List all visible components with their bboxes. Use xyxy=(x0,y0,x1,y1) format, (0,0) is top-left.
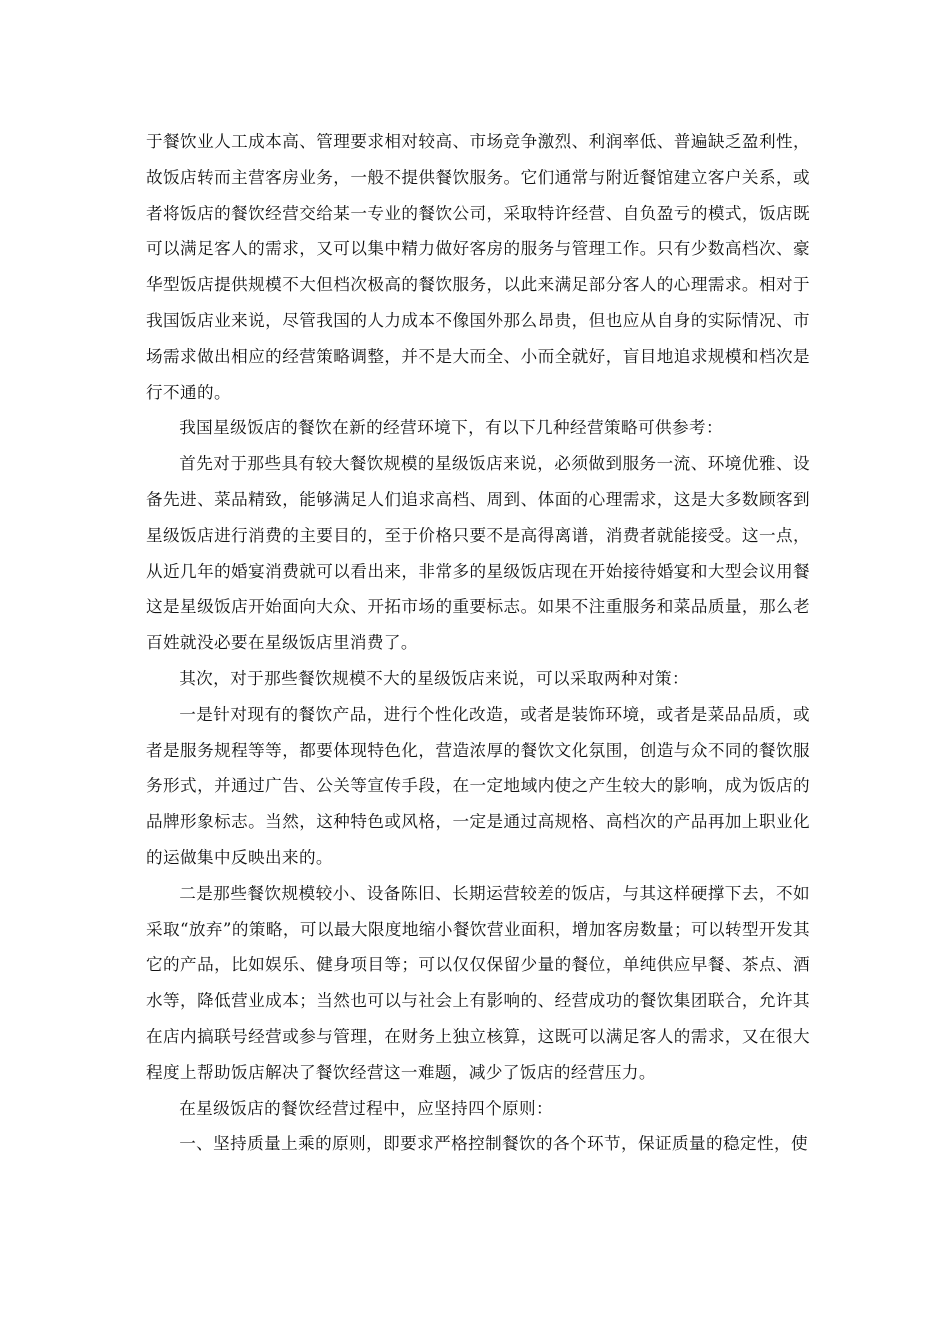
paragraph-6: 二是那些餐饮规模较小、设备陈旧、长期运营较差的饭店，与其这样硬撑下去，不如采取“放弃”的策略，可以最大限度地缩小餐饮营业面积，增加客房数量；可以转型开发其它的产品，比如娱乐、健身项目等；可以仅仅保留少量的餐位，单纯供应早餐、茶点、酒水等，降低营业成本；当然也可以与社会上有影响的、经营成功的餐饮集团联合，允许其在店内搞联号经营或参与管理，在财务上独立核算，这既可以满足客人的需求，又在很大程度上帮助饭店解决了餐饮经营这一难题，减少了饭店的经营压力。 xyxy=(146,883,810,1082)
paragraph-5: 一是针对现有的餐饮产品，进行个性化改造，或者是装饰环境，或者是菜品品质，或者是服务规程等等，都要体现特色化，营造浓厚的餐饮文化氛围，创造与众不同的餐饮服务形式，并通过广告、公关等宣传手段，在一定地域内使之产生较大的影响，成为饭店的品牌形象标志。当然，这种特色或风格，一定是通过高规格、高档次的产品再加上职业化的运做集中反映出来的。 xyxy=(146,704,810,867)
paragraph-8: 一、坚持质量上乘的原则，即要求严格控制餐饮的各个环节，保证质量的稳定性，使 xyxy=(179,1134,808,1154)
paragraph-3: 首先对于那些具有较大餐饮规模的星级饭店来说，必须做到服务一流、环境优雅、设备先进、菜品精致，能够满足人们追求高档、周到、体面的心理需求，这是大多数顾客到星级饭店进行消费的主要目的，至于价格只要不是高得离谱，消费者就能接受。这一点，从近几年的婚宴消费就可以看出来，非常多的星级饭店现在开始接待婚宴和大型会议用餐这是星级饭店开始面向大众、开拓市场的重要标志。如果不注重服务和菜品质量，那么老百姓就没必要在星级饭店里消费了。 xyxy=(146,454,810,653)
document-body xyxy=(146,124,810,1162)
paragraph-1: 于餐饮业人工成本高、管理要求相对较高、市场竞争激烈、利润率低、普遍缺乏盈利性，故饭店转而主营客房业务，一般不提供餐饮服务。它们通常与附近餐馆建立客户关系，或者将饭店的餐饮经营交给某一专业的餐饮公司，采取特许经营、自负盈亏的模式，饭店既可以满足客人的需求，又可以集中精力做好客房的服务与管理工作。只有少数高档次、豪华型饭店提供规模不大但档次极高的餐饮服务，以此来满足部分客人的心理需求。相对于我国饭店业来说，尽管我国的人力成本不像国外那么昂贵，但也应从自身的实际情况、市场需求做出相应的经营策略调整，并不是大而全、小而全就好，盲目地追求规模和档次是行不通的。 xyxy=(146,132,810,402)
paragraph-4: 其次，对于那些餐饮规模不大的星级饭店来说，可以采取两种对策： xyxy=(179,668,689,688)
paragraph-2: 我国星级饭店的餐饮在新的经营环境下，有以下几种经营策略可供参考： xyxy=(179,418,723,438)
paragraph-7: 在星级饭店的餐饮经营过程中，应坚持四个原则： xyxy=(179,1098,554,1118)
